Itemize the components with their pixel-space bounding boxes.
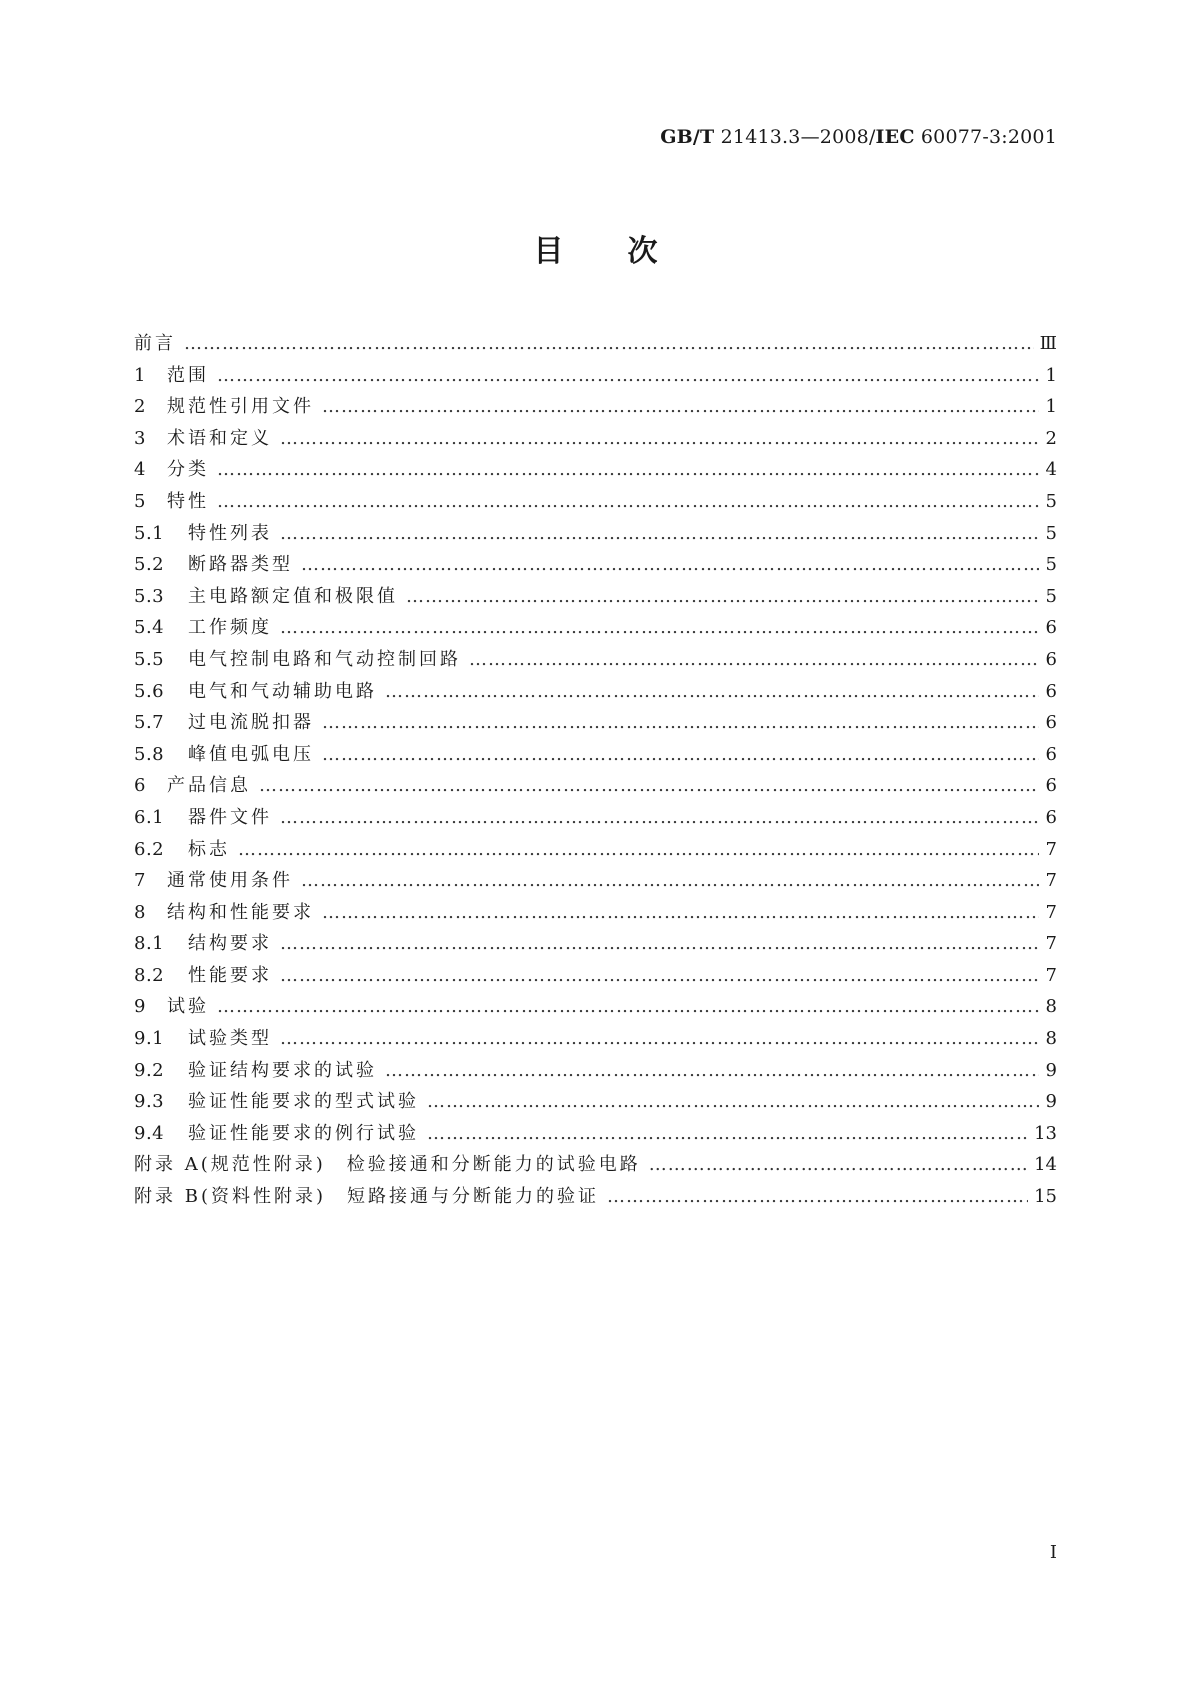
- toc-entry-page: 5: [1045, 522, 1057, 544]
- toc-entry-title: 性能要求: [188, 964, 272, 986]
- toc-entry-number: 9: [134, 996, 146, 1018]
- toc-entry[interactable]: [134, 391, 1057, 423]
- toc-entry-page: 15: [1034, 1186, 1057, 1208]
- toc-dot-leader: [280, 960, 1039, 992]
- toc-dot-leader: [469, 644, 1039, 676]
- toc-entry-title: 器件文件: [188, 806, 272, 828]
- toc-entry-page: Ⅲ: [1039, 333, 1057, 354]
- toc-entry[interactable]: [134, 1023, 1057, 1055]
- toc-entry-title: 峰值电弧电压: [188, 743, 314, 765]
- toc-entry[interactable]: [134, 897, 1057, 929]
- toc-entry-number: 6.1: [134, 806, 165, 828]
- toc-dot-leader: [280, 612, 1039, 644]
- toc-entry-title: 工作频度: [188, 617, 272, 639]
- toc-entry-number: 6.2: [134, 838, 165, 860]
- toc-dot-leader: [607, 1181, 1028, 1213]
- toc-dot-leader: [280, 423, 1039, 455]
- toc-entry-page: 8: [1045, 996, 1057, 1018]
- toc-entry[interactable]: [134, 1055, 1057, 1087]
- toc-entry-number: 8.2: [134, 964, 165, 986]
- toc-entry-page: 2: [1045, 427, 1057, 449]
- toc-entry-page: 7: [1045, 838, 1057, 860]
- toc-entry[interactable]: [134, 486, 1057, 518]
- toc-entry[interactable]: [134, 865, 1057, 897]
- toc-entry[interactable]: [134, 1086, 1057, 1118]
- toc-entry-page: 6: [1045, 743, 1057, 765]
- toc-entry-title: 过电流脱扣器: [188, 712, 314, 734]
- toc-entry[interactable]: [134, 834, 1057, 866]
- toc-entry-number: 6: [134, 775, 146, 797]
- toc-entry-page: 9: [1045, 1091, 1057, 1113]
- toc-entry[interactable]: [134, 612, 1057, 644]
- toc-entry-page: 1: [1045, 396, 1057, 418]
- toc-entry-number: 9.3: [134, 1091, 165, 1113]
- toc-dot-leader: [301, 865, 1039, 897]
- toc-dot-leader: [301, 549, 1039, 581]
- toc-entry-title: 产品信息: [167, 775, 251, 797]
- toc-dot-leader: [649, 1149, 1028, 1181]
- toc-entry-number: 9.4: [134, 1122, 165, 1144]
- toc-entry-title: 试验: [167, 996, 209, 1018]
- toc-entry[interactable]: [134, 707, 1057, 739]
- toc-entry-number: 2: [134, 396, 146, 418]
- toc-entry-title: 电气控制电路和气动控制回路: [188, 648, 461, 670]
- toc-entry-page: 9: [1045, 1059, 1057, 1081]
- toc-entry-number: 5.3: [134, 585, 165, 607]
- toc-entry-page: 6: [1045, 775, 1057, 797]
- standard-code: GB/T: [660, 126, 715, 148]
- toc-entry-page: 7: [1045, 870, 1057, 892]
- toc-entry-title: 前言: [134, 333, 176, 354]
- toc-entry-number: 5: [134, 490, 146, 512]
- toc-entry[interactable]: [134, 676, 1057, 708]
- toc-entry-page: 14: [1034, 1154, 1057, 1176]
- toc-entry[interactable]: [134, 360, 1057, 392]
- toc-entry[interactable]: [134, 739, 1057, 771]
- toc-dot-leader: [259, 770, 1039, 802]
- toc-dot-leader: [217, 486, 1039, 518]
- iec-code: IEC: [875, 126, 915, 148]
- toc-entry-page: 1: [1045, 364, 1057, 386]
- toc-entry[interactable]: [134, 644, 1057, 676]
- toc-entry-page: 6: [1045, 806, 1057, 828]
- toc-entry-page: 7: [1045, 901, 1057, 923]
- toc-dot-leader: [322, 391, 1039, 423]
- toc-entry-title: 附录 A(规范性附录) 检验接通和分断能力的试验电路: [134, 1154, 641, 1176]
- toc-entry-title: 通常使用条件: [167, 870, 293, 892]
- toc-entry[interactable]: [134, 770, 1057, 802]
- toc-entry-number: 9.1: [134, 1028, 165, 1050]
- toc-entry-number: 5.8: [134, 743, 165, 765]
- toc-entry-number: 9.2: [134, 1059, 165, 1081]
- toc-entry-title: 结构和性能要求: [167, 901, 314, 923]
- page-number: I: [1049, 1542, 1057, 1563]
- toc-dot-leader: [280, 928, 1039, 960]
- toc-entry[interactable]: [134, 581, 1057, 613]
- toc-entry-number: 5.5: [134, 648, 165, 670]
- toc-entry-number: 5.2: [134, 554, 165, 576]
- toc-entry[interactable]: [134, 1181, 1057, 1213]
- toc-entry-number: 7: [134, 870, 146, 892]
- toc-entry-title: 电气和气动辅助电路: [188, 680, 377, 702]
- toc-entry-page: 4: [1045, 459, 1057, 481]
- toc-entry-title: 验证性能要求的型式试验: [188, 1091, 419, 1113]
- toc-dot-leader: [385, 676, 1039, 708]
- page-title: 目次: [533, 234, 722, 269]
- toc-entry-title: 断路器类型: [188, 554, 293, 576]
- toc-entry-title: 分类: [167, 459, 209, 481]
- toc-entry[interactable]: [134, 518, 1057, 550]
- toc-entry[interactable]: [134, 928, 1057, 960]
- toc-entry[interactable]: [134, 328, 1057, 360]
- toc-entry-page: 5: [1045, 585, 1057, 607]
- toc-entry[interactable]: [134, 1118, 1057, 1150]
- toc-entry-title: 术语和定义: [167, 427, 272, 449]
- toc-dot-leader: [280, 1023, 1039, 1055]
- toc-entry-title: 主电路额定值和极限值: [188, 585, 398, 607]
- document-header: [660, 126, 1057, 148]
- toc-dot-leader: [322, 707, 1039, 739]
- toc-entry[interactable]: [134, 549, 1057, 581]
- toc-entry-number: 5.6: [134, 680, 165, 702]
- toc-entry-title: 验证结构要求的试验: [188, 1059, 377, 1081]
- toc-entry-page: 7: [1045, 933, 1057, 955]
- iec-number: 60077-3:2001: [914, 126, 1057, 148]
- toc-dot-leader: [217, 991, 1039, 1023]
- toc-entry-title: 规范性引用文件: [167, 396, 314, 418]
- toc-entry-title: 特性列表: [188, 522, 272, 544]
- toc-entry-page: 5: [1045, 490, 1057, 512]
- toc-entry-page: 5: [1045, 554, 1057, 576]
- toc-entry-page: 6: [1045, 617, 1057, 639]
- toc-dot-leader: [406, 581, 1039, 613]
- table-of-contents: [134, 328, 1057, 1213]
- toc-entry[interactable]: [134, 1149, 1057, 1181]
- toc-entry-page: 6: [1045, 712, 1057, 734]
- toc-entry[interactable]: [134, 991, 1057, 1023]
- toc-entry-number: 8.1: [134, 933, 165, 955]
- toc-dot-leader: [238, 834, 1039, 866]
- toc-entry-number: 3: [134, 427, 146, 449]
- toc-entry-title: 附录 B(资料性附录) 短路接通与分断能力的验证: [134, 1186, 599, 1208]
- standard-number: 21413.3—2008/: [714, 126, 876, 148]
- toc-entry-title: 试验类型: [188, 1028, 272, 1050]
- toc-dot-leader: [427, 1086, 1039, 1118]
- toc-entry-number: 5.1: [134, 522, 165, 544]
- toc-dot-leader: [322, 739, 1039, 771]
- toc-entry[interactable]: [134, 454, 1057, 486]
- toc-dot-leader: [427, 1118, 1028, 1150]
- toc-entry-page: 6: [1045, 648, 1057, 670]
- toc-dot-leader: [385, 1055, 1039, 1087]
- toc-dot-leader: [217, 360, 1039, 392]
- toc-entry[interactable]: [134, 960, 1057, 992]
- toc-dot-leader: [280, 518, 1039, 550]
- toc-dot-leader: [184, 328, 1034, 360]
- toc-entry-number: 5.4: [134, 617, 165, 639]
- toc-dot-leader: [217, 454, 1039, 486]
- toc-entry-number: 1: [134, 364, 146, 386]
- toc-dot-leader: [322, 897, 1039, 929]
- toc-entry-page: 8: [1045, 1028, 1057, 1050]
- toc-entry-page: 6: [1045, 680, 1057, 702]
- toc-entry-number: 5.7: [134, 712, 165, 734]
- toc-entry-title: 标志: [188, 838, 230, 860]
- toc-entry-title: 范围: [167, 364, 209, 386]
- toc-entry-number: 4: [134, 459, 146, 481]
- toc-dot-leader: [280, 802, 1039, 834]
- toc-entry-title: 特性: [167, 490, 209, 512]
- toc-entry[interactable]: [134, 802, 1057, 834]
- toc-entry-page: 13: [1034, 1122, 1057, 1144]
- toc-entry-number: 8: [134, 901, 146, 923]
- toc-entry-page: 7: [1045, 964, 1057, 986]
- toc-entry[interactable]: [134, 423, 1057, 455]
- toc-entry-title: 结构要求: [188, 933, 272, 955]
- toc-entry-title: 验证性能要求的例行试验: [188, 1122, 419, 1144]
